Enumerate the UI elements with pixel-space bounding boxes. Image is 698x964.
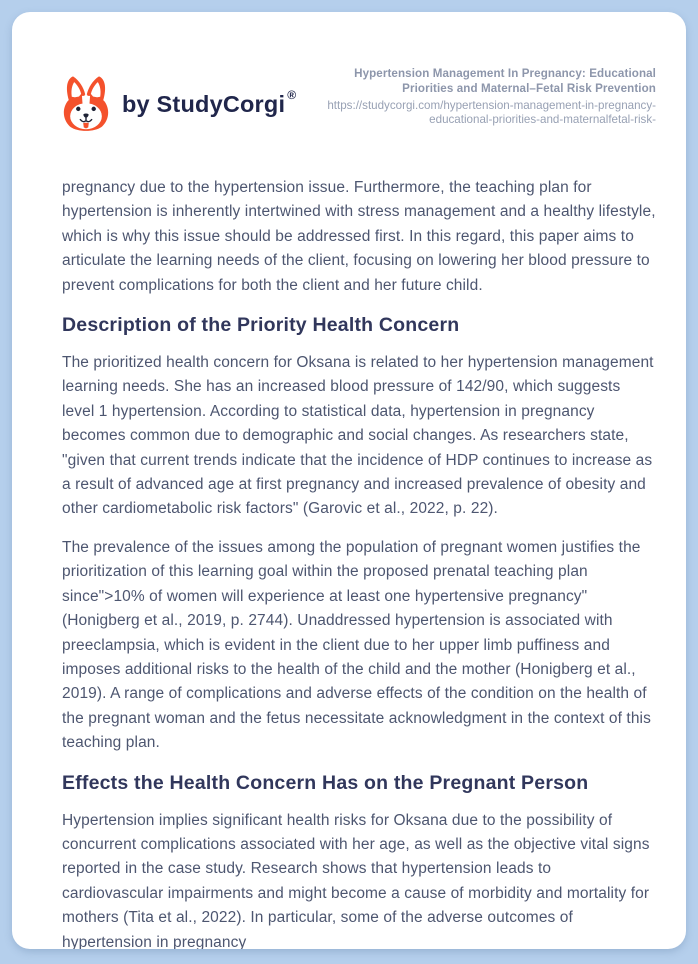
- studycorgi-logo[interactable]: [60, 74, 296, 134]
- document-source-url[interactable]: https://studycorgi.com/hypertension-management-in-pregnancy-educational-priorities-and-maternalfetal-risk-: [327, 99, 656, 127]
- article-paragraph: The prevalence of the issues among the population of pregnant women justifies the prioritization of this learning goal within the proposed prenatal teaching plan since">10% of women will experience at least one hypertensive pregnancy" (Honigberg et al., 2019, p. 2744). Unaddressed hypertension is associated with preeclampsia, which is evident in the client due to her upper limb puffiness and imposes additional risks to the health of the child and the mother (Honigberg et al., 2019). A range of complications and adverse effects of the condition on the health of the pregnant woman and the fetus necessitate acknowledgment in the context of this teaching plan.: [62, 538, 651, 752]
- document-card: [12, 12, 686, 949]
- article-paragraph: pregnancy due to the hypertension issue. Furthermore, the teaching plan for hypertension is inherently intertwined with stress management and a healthy lifestyle, which is why this issue should be addressed first. In this regard, this paper aims to articulate the learning needs of the client, focusing on lowering her blood pressure to prevent complications for both the client and her future child.: [62, 179, 656, 294]
- article-body: [62, 176, 656, 949]
- registered-trademark-icon: ®: [287, 88, 297, 102]
- corgi-face-icon: [60, 74, 112, 134]
- section-heading-effects-on-pregnant-person: Effects the Health Concern Has on the Pregnant Person: [62, 771, 589, 794]
- brand-text: by StudyCorgi: [122, 90, 286, 117]
- document-title: Hypertension Management In Pregnancy: Educational Priorities and Maternal–Fetal Risk Prevention: [354, 67, 656, 96]
- article-paragraph: Hypertension implies significant health risks for Oksana due to the possibility of concurrent complications associated with her age, as well as the objective vital signs reported in the case study. Research shows that hypertension leads to cardiovascular impairments and might become a cause of morbidity and mortality for mothers (Tita et al., 2022). In particular, some of the adverse outcomes of hypertension in pregnancy: [62, 811, 650, 949]
- section-heading-priority-health-concern: Description of the Priority Health Concern: [62, 314, 460, 337]
- article-paragraph: The prioritized health concern for Oksana is related to her hypertension management learning needs. She has an increased blood pressure of 142/90, which suggests level 1 hypertension. According to statistical data, hypertension in pregnancy becomes common due to demographic and social changes. As researchers state, "given that current trends indicate that the incidence of HDP continues to increase as a result of advanced age at first pregnancy and increased prevalence of obesity and other cardiometabolic risk factors" (Garovic et al., 2022, p. 22).: [62, 354, 654, 518]
- document-header-meta: [322, 66, 656, 127]
